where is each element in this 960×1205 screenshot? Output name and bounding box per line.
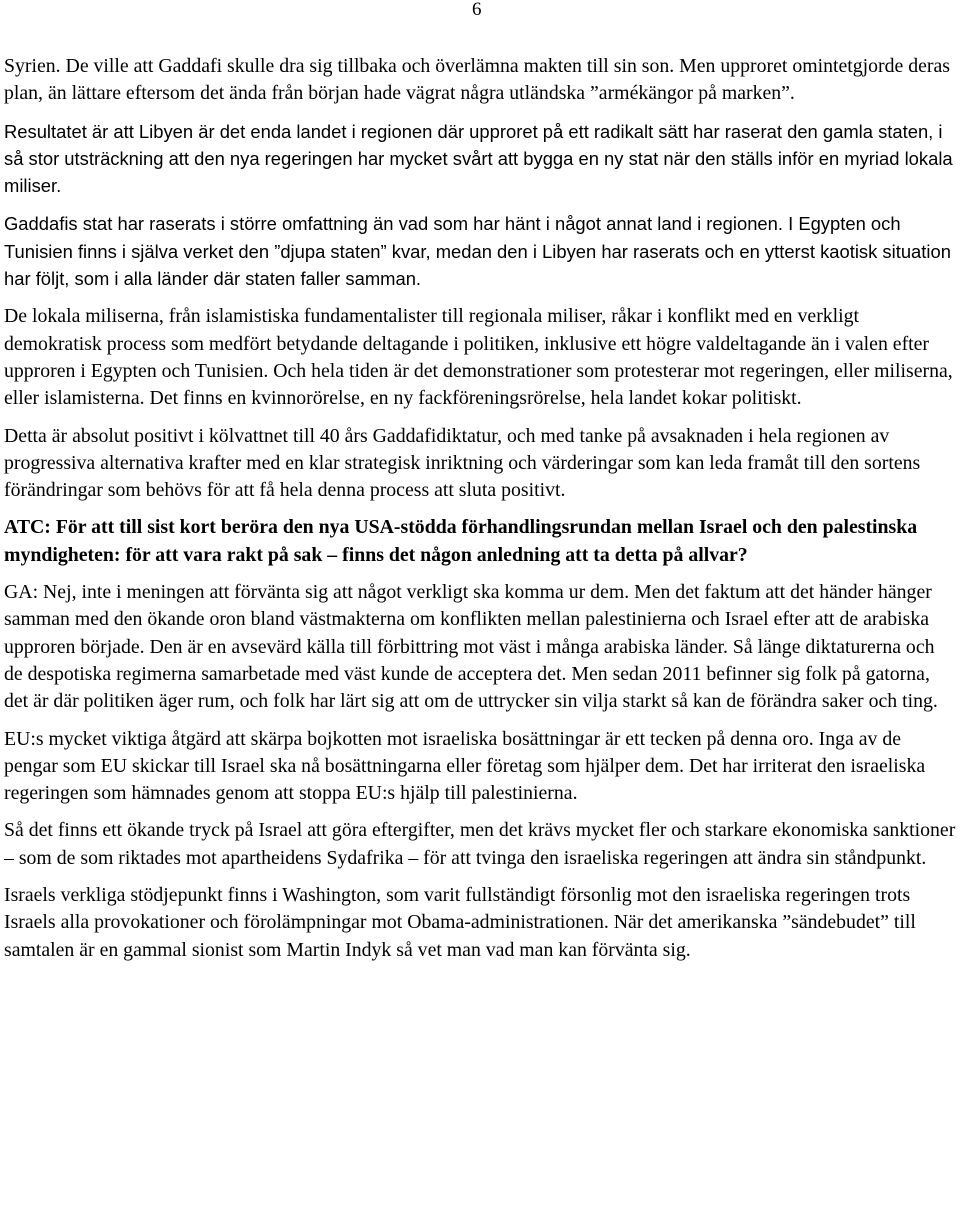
paragraph: GA: Nej, inte i meningen att förvänta sig att något verkligt ska komma ur dem. Men det faktum att det händer hänger samman med den ökande oron bland västmakterna om konflikten mellan palestinierna och Israel efter att de arabiska upproren började. Den är en avsevärd källa till förbittring mot väst i många arabiska länder. Så länge diktaturerna och de despotiska regimerna samarbetade med väst kunde de acceptera det. Men sedan 2011 befinner sig folk på gatorna, det är där politiken äger rum, och folk har lärt sig att om de uttrycker sin vilja starkt så kan de förändra saker och ting. — [4, 581, 938, 713]
paragraph: EU:s mycket viktiga åtgärd att skärpa bojkotten mot israeliska bosättningar är ett tecken på denna oro. Inga av de pengar som EU skickar till Israel ska nå bosättningarna eller företag som hjälper dem. Det har irriterat den israeliska regeringen som hämnades genom att stoppa EU:s hjälp till palestinierna. — [4, 727, 926, 805]
page-number: 6 — [472, 0, 482, 20]
interview-question: ATC: För att till sist kort beröra den nya USA-stödda förhandlingsrundan mellan Israel och den palestinska myndigheten: för att vara rakt på sak – finns det någon anledning att ta detta på allvar? — [4, 516, 918, 566]
paragraph: De lokala miliserna, från islamistiska fundamentalister till regionala miliser, råkar i konflikt med en verkligt demokratisk process som medfört betydande deltagande i politiken, inklusive ett högre valdeltagande än i valen efter upproren i Egypten och Tunisien. Och hela tiden är det demonstrationer som protesterar mot regeringen, eller miliserna, eller islamisterna. Det finns en kvinnorörelse, en ny fackföreningsrörelse, hela landet kokar politiskt. — [4, 305, 953, 410]
paragraph: Detta är absolut positivt i kölvattnet till 40 års Gaddafidiktatur, och med tanke på avsaknaden i hela regionen av progressiva alternativa krafter med en klar strategisk inriktning och värderingar som kan leda framåt till den sortens förändringar som behövs för att få hela denna process att sluta positivt. — [4, 424, 921, 502]
paragraph: Gaddafis stat har raserats i större omfattning än vad som har hänt i något annat land i regionen. I Egypten och Tunisien finns i själva verket den ”djupa staten” kvar, medan den i Libyen har raserats och en ytterst kaotisk situation har följt, som i alla länder där staten faller samman. — [4, 213, 951, 290]
paragraph: Så det finns ett ökande tryck på Israel att göra eftergifter, men det krävs mycket fler och starkare ekonomiska sanktioner – som de som riktades mot apartheidens Sydafrika – för att tvinga den israeliska regeringen att ändra sin ståndpunkt. — [4, 819, 956, 869]
paragraph: Resultatet är att Libyen är det enda landet i regionen där upproret på ett radikalt sätt har raserat den gamla staten, i så stor utsträckning att den nya regeringen har mycket svårt att bygga en ny stat när den ställs inför en myriad lokala miliser. — [4, 120, 953, 197]
document-body — [4, 53, 956, 974]
paragraph: Syrien. De ville att Gaddafi skulle dra sig tillbaka och överlämna makten till sin son. Men upproret omintetgjorde deras plan, än lättare eftersom det ända från början hade vägrat några utländska ”armékängor på marken”. — [4, 55, 950, 105]
paragraph: Israels verkliga stödjepunkt finns i Washington, som varit fullständigt försonlig mot den israeliska regeringen trots Israels alla provokationer och förolämpningar mot Obama-administrationen. När det amerikanska ”sändebudet” till samtalen är en gammal sionist som Martin Indyk så vet man vad man kan förvänta sig. — [4, 884, 916, 961]
